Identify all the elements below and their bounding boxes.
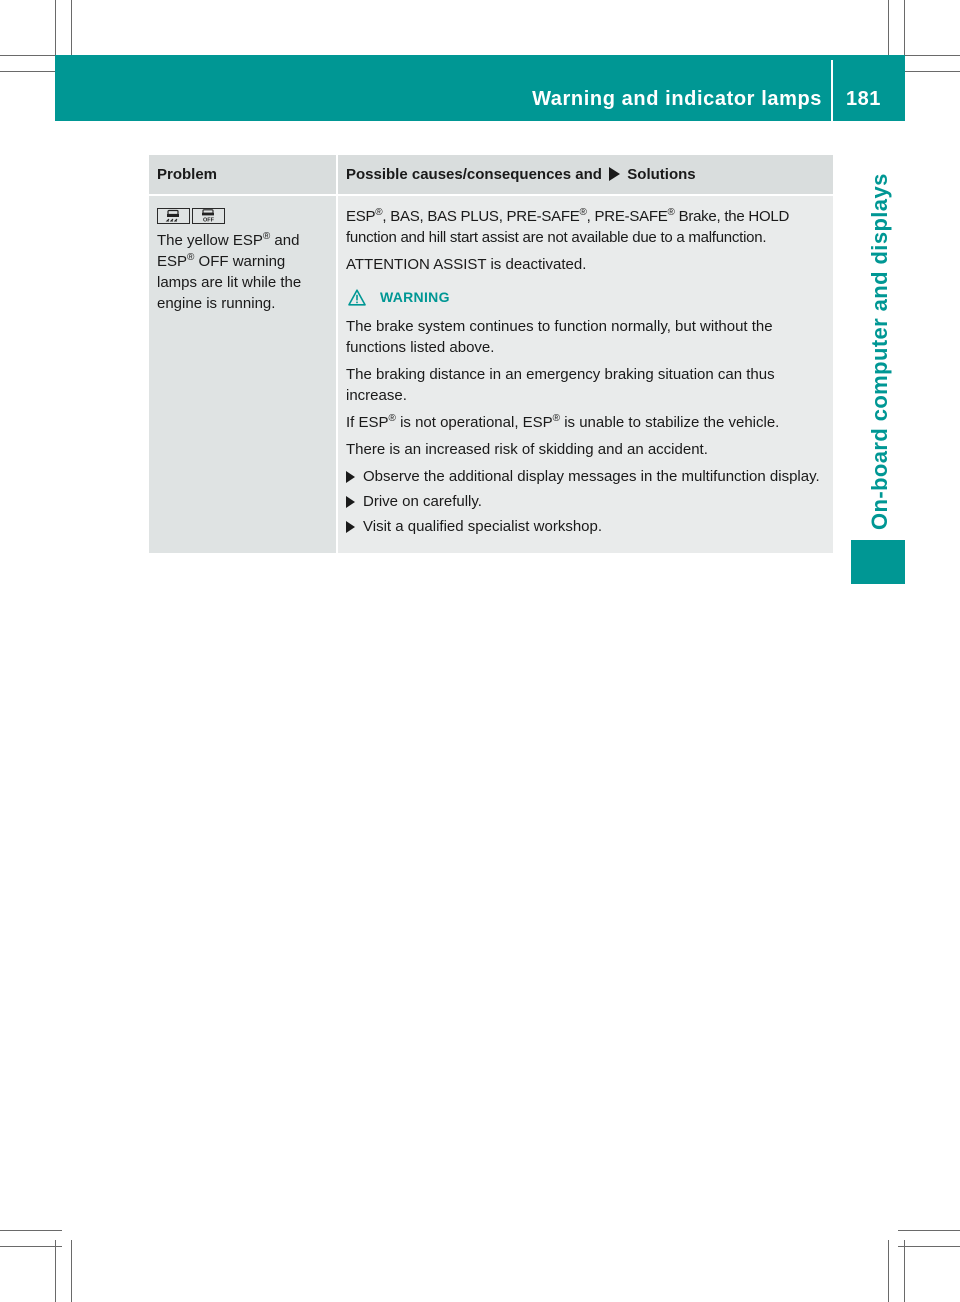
column-header-solutions bbox=[337, 155, 833, 195]
esp-text-c: is unable to stabilize the vehicle. bbox=[560, 414, 780, 431]
esp-warning-lamp-icon bbox=[157, 208, 190, 224]
crop-mark bbox=[0, 71, 62, 72]
crop-mark bbox=[71, 1240, 72, 1302]
registered-mark: ® bbox=[552, 413, 561, 424]
registered-mark: ® bbox=[187, 252, 195, 263]
warning-label: WARNING bbox=[380, 289, 450, 305]
side-tab-label: On-board computer and displays bbox=[867, 173, 892, 530]
cause-text-a: ESP bbox=[346, 208, 376, 225]
cause-text-b: , BAS, BAS PLUS, PRE-SAFE bbox=[382, 208, 580, 225]
problem-text-1: The yellow ESP bbox=[157, 232, 263, 249]
warning-paragraph bbox=[346, 412, 825, 433]
column-header-solutions-label: Solutions bbox=[627, 166, 696, 183]
registered-mark: ® bbox=[375, 207, 383, 218]
problem-cell bbox=[149, 195, 337, 553]
warning-heading bbox=[346, 287, 825, 308]
page-number: 181 bbox=[846, 88, 881, 110]
warning-lamp-icons bbox=[157, 208, 328, 224]
problem-solution-table bbox=[149, 155, 833, 553]
esp-off-warning-lamp-icon bbox=[192, 208, 225, 224]
crop-mark bbox=[888, 1240, 889, 1302]
column-header-problem-label: Problem bbox=[157, 166, 218, 183]
crop-mark bbox=[71, 0, 72, 62]
registered-mark: ® bbox=[579, 207, 587, 218]
esp-text-b: is not operational, ESP bbox=[395, 414, 553, 431]
arrow-right-icon bbox=[609, 167, 620, 181]
esp-text-a: If ESP bbox=[346, 414, 389, 431]
cause-text-d: Brake, the HOLD function and hill start assist are not available due to a malfunction. bbox=[346, 208, 790, 246]
list-item bbox=[346, 516, 825, 537]
column-header-problem bbox=[149, 155, 337, 195]
warning-triangle-icon bbox=[348, 289, 366, 306]
step-text: Observe the additional display messages in the multifunction display. bbox=[363, 468, 820, 485]
warning-paragraph: There is an increased risk of skidding and an accident. bbox=[346, 441, 708, 458]
crop-mark bbox=[898, 1246, 960, 1247]
problem-text-3: OFF warning lamps are lit while the engine is running. bbox=[157, 253, 302, 312]
page-title: Warning and indicator lamps bbox=[532, 88, 822, 110]
step-arrow-icon bbox=[346, 516, 363, 537]
warning-paragraph: The braking distance in an emergency braking situation can thus increase. bbox=[346, 366, 775, 404]
crop-mark bbox=[904, 0, 905, 62]
step-text: Drive on carefully. bbox=[363, 493, 482, 510]
registered-mark: ® bbox=[667, 207, 675, 218]
column-header-causes-label: Possible causes/consequences and bbox=[346, 166, 602, 183]
side-tab-marker bbox=[851, 540, 905, 584]
table-header-row bbox=[149, 155, 833, 195]
solution-cell bbox=[337, 195, 833, 553]
crop-mark bbox=[904, 1240, 905, 1302]
list-item bbox=[346, 466, 825, 487]
crop-mark bbox=[0, 1230, 62, 1231]
crop-mark bbox=[898, 55, 960, 56]
crop-mark bbox=[0, 55, 62, 56]
table-row bbox=[149, 195, 833, 553]
step-arrow-icon bbox=[346, 491, 363, 512]
cause-text-c: , PRE-SAFE bbox=[586, 208, 668, 225]
warning-paragraph: The brake system continues to function normally, but without the functions listed above. bbox=[346, 318, 773, 356]
step-arrow-icon bbox=[346, 466, 363, 487]
list-item bbox=[346, 491, 825, 512]
crop-mark bbox=[888, 0, 889, 62]
crop-mark bbox=[898, 71, 960, 72]
step-text: Visit a qualified specialist workshop. bbox=[363, 518, 603, 535]
crop-mark bbox=[55, 0, 56, 62]
registered-mark: ® bbox=[262, 231, 271, 242]
crop-mark bbox=[0, 1246, 62, 1247]
crop-mark bbox=[898, 1230, 960, 1231]
registered-mark: ® bbox=[388, 413, 396, 424]
svg-text:OFF: OFF bbox=[203, 217, 214, 222]
cause-paragraph bbox=[346, 206, 825, 248]
header-divider bbox=[831, 60, 833, 121]
problem-text-2: and ESP bbox=[157, 232, 300, 270]
attention-assist-text: ATTENTION ASSIST is deactivated. bbox=[346, 256, 587, 273]
crop-mark bbox=[55, 1240, 56, 1302]
